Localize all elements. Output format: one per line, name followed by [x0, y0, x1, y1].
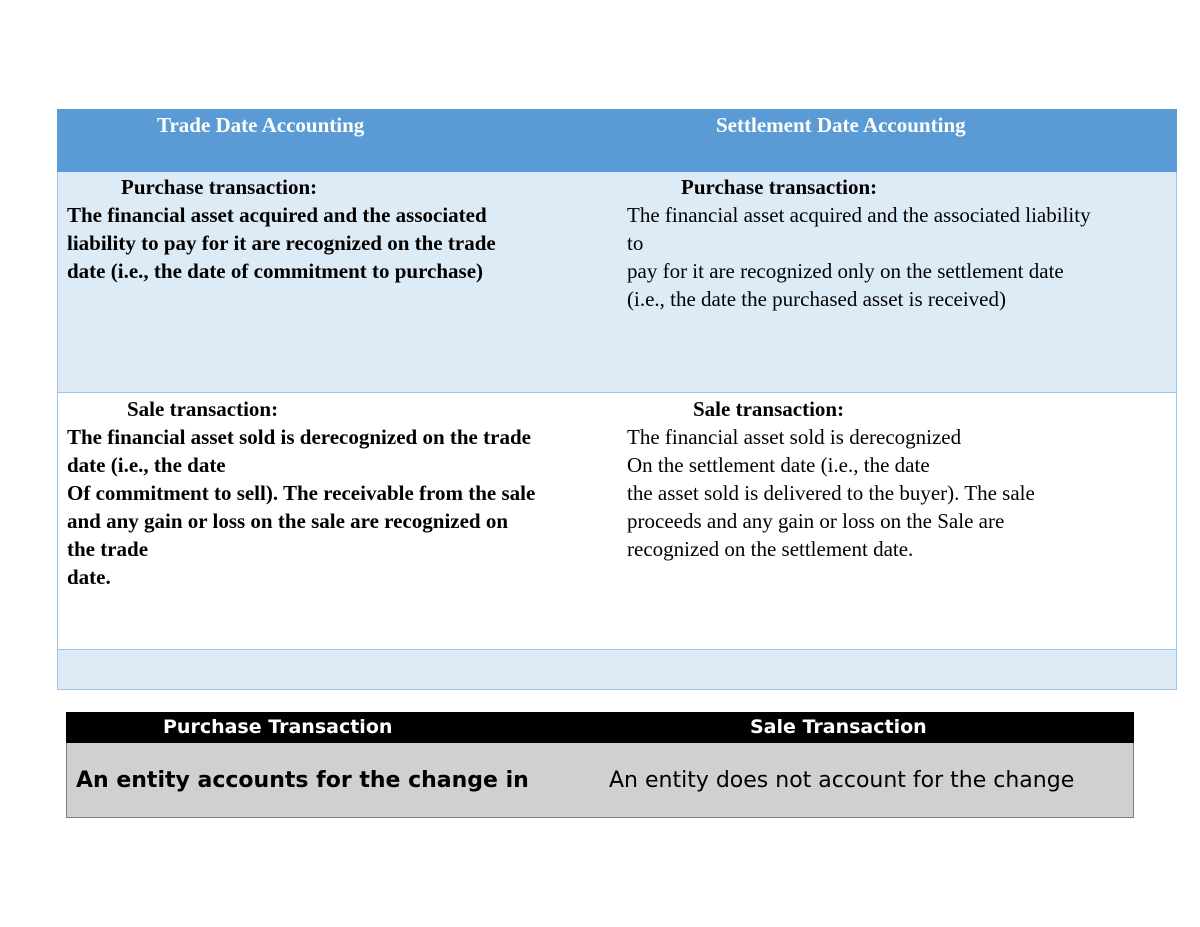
sale-transaction-header: Sale Transaction	[750, 716, 927, 738]
settlement-purchase-line: pay for it are recognized only on the settlement date	[627, 259, 1064, 283]
sale-row	[57, 393, 1177, 649]
settlement-purchase-line: (i.e., the date the purchased asset is received)	[627, 287, 1006, 311]
settlement-sale-line: the asset sold is delivered to the buyer). The sale	[627, 481, 1035, 505]
purchase-summary-text: An entity accounts for the change in	[76, 768, 529, 793]
settlement-sale-heading: Sale transaction:	[693, 397, 845, 421]
settlement-sale-line: On the settlement date (i.e., the date	[627, 453, 930, 477]
trade-sale-line: date.	[67, 565, 111, 589]
settlement-sale-line: The financial asset sold is derecognized	[627, 425, 962, 449]
table-header-row	[57, 109, 1177, 172]
trade-sale-line: and any gain or loss on the sale are recognized on	[67, 509, 509, 533]
trade-sale-cell	[67, 395, 612, 591]
settlement-sale-line: recognized on the settlement date.	[627, 537, 914, 561]
trade-sale-line: The financial asset sold is derecognized on the trade	[67, 425, 531, 449]
sale-summary-text: An entity does not account for the change	[609, 768, 1075, 793]
trade-sale-line: Of commitment to sell). The receivable from the sale	[67, 481, 536, 505]
trade-purchase-line: liability to pay for it are recognized on the trade	[67, 231, 496, 255]
purchase-row	[57, 172, 1177, 393]
settlement-purchase-heading: Purchase transaction:	[681, 175, 878, 199]
empty-row	[57, 649, 1177, 690]
accounting-comparison-table	[57, 109, 1177, 689]
summary-body-row	[66, 743, 1134, 818]
settlement-purchase-line: The financial asset acquired and the associated liability	[627, 203, 1091, 227]
trade-sale-heading: Sale transaction:	[127, 397, 279, 421]
summary-header-row	[66, 712, 1134, 743]
trade-sale-line: date (i.e., the date	[67, 453, 226, 477]
settlement-purchase-cell	[627, 173, 1172, 313]
trade-date-header: Trade Date Accounting	[157, 113, 365, 137]
settlement-date-header: Settlement Date Accounting	[716, 113, 966, 137]
settlement-sale-cell	[627, 395, 1172, 563]
trade-purchase-heading: Purchase transaction:	[121, 175, 318, 199]
trade-sale-line: the trade	[67, 537, 149, 561]
trade-purchase-line: The financial asset acquired and the associated	[67, 203, 487, 227]
trade-purchase-cell	[67, 173, 612, 285]
purchase-transaction-header: Purchase Transaction	[163, 716, 393, 738]
settlement-sale-line: proceeds and any gain or loss on the Sale are	[627, 509, 1005, 533]
settlement-purchase-line: to	[627, 231, 644, 255]
trade-purchase-line: date (i.e., the date of commitment to purchase)	[67, 259, 484, 283]
transaction-summary-table	[66, 712, 1134, 818]
